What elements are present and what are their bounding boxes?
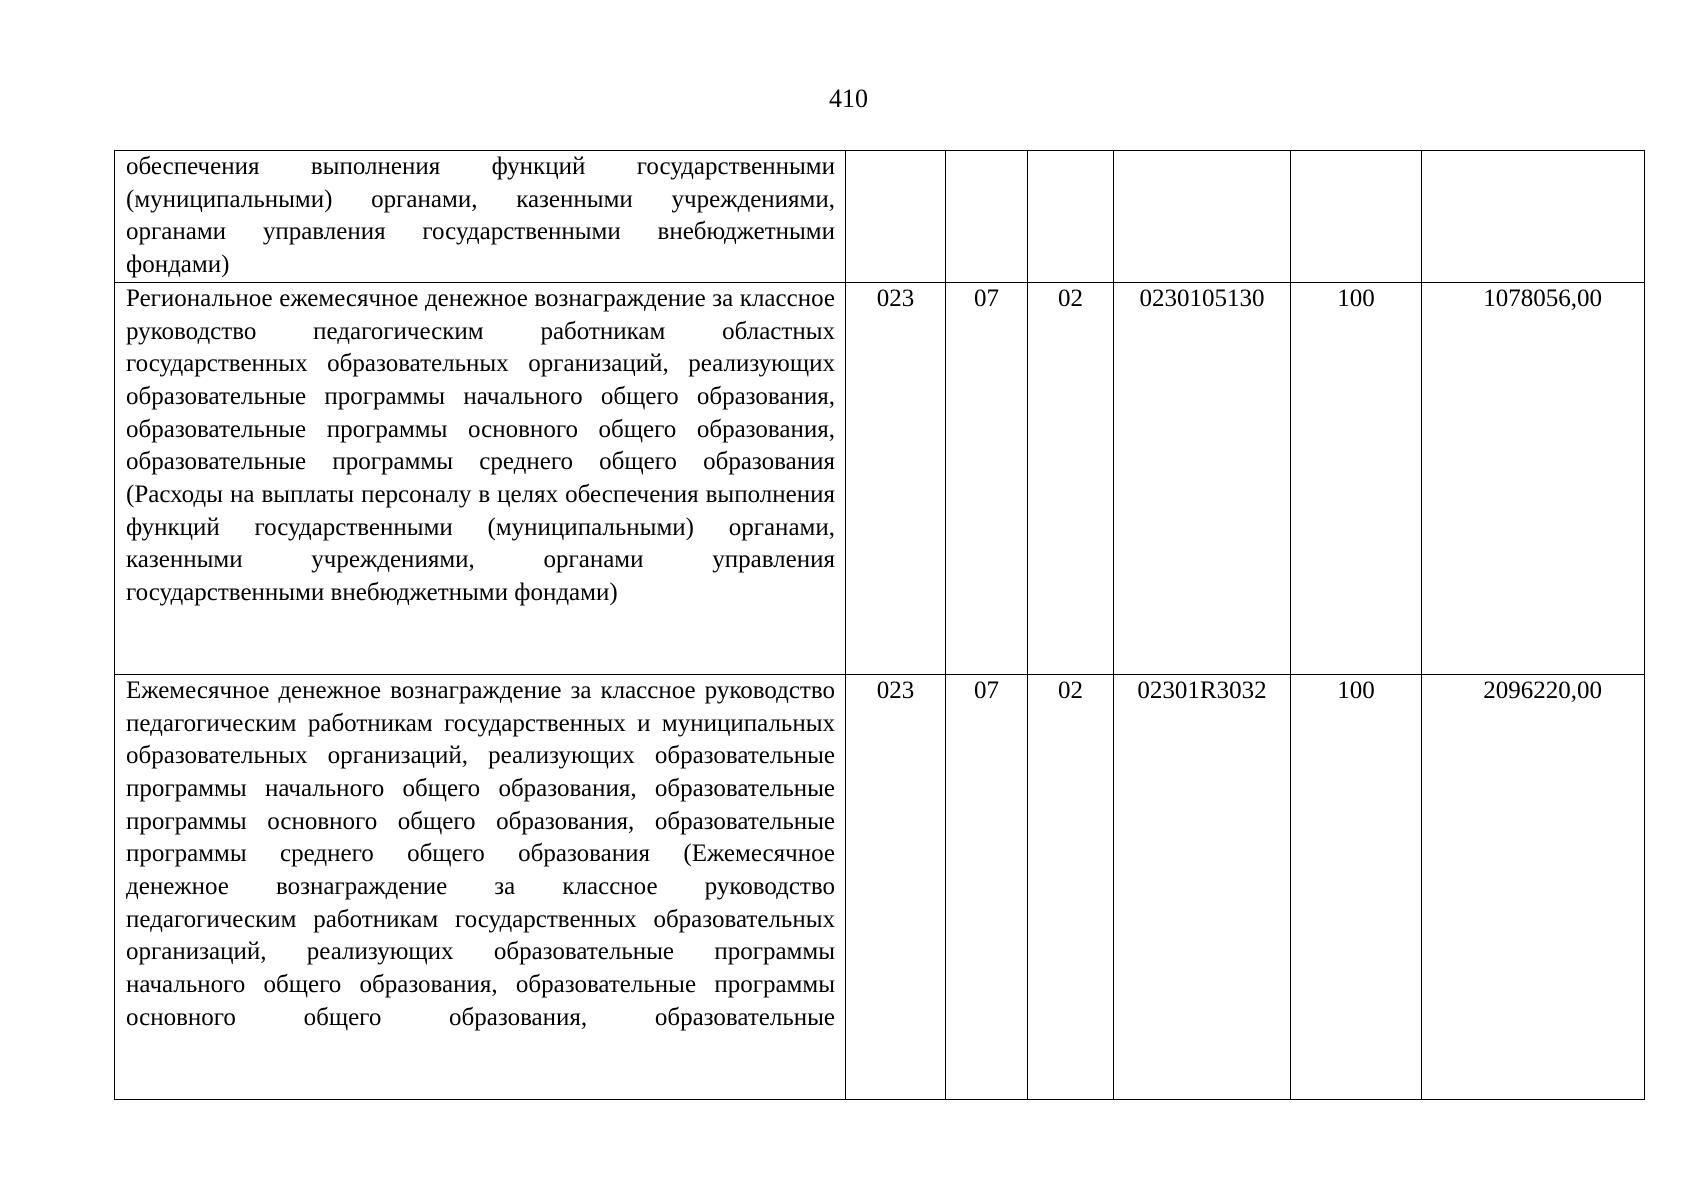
- target-article-cell: 02301R3032: [1114, 674, 1291, 1099]
- subsection-code-cell: [1028, 151, 1114, 283]
- amount-cell: 1078056,00: [1422, 282, 1645, 674]
- ministry-code-cell: [846, 151, 946, 283]
- amount-cell: [1422, 151, 1645, 283]
- target-article-cell: 0230105130: [1114, 282, 1291, 674]
- section-code-cell: 07: [946, 282, 1028, 674]
- row-description: Региональное ежемесячное денежное вознаграждение за классное руководство педагогическим работникам областных государственных образовательных организаций, реализующих образовательные программы начального общего образования, образовательные программы основного общего образования, образовательные программы среднего общего образования (Расходы на выплаты персоналу в целях обеспечения выполнения функций государственными (муниципальными) органами, казенными учреждениями, органами управления государственными внебюджетными фондами): [126, 284, 835, 607]
- row-description-cell: [115, 282, 846, 674]
- row-description-cell: [115, 151, 846, 283]
- budget-table: [114, 150, 1645, 1100]
- row-description: обеспечения выполнения функций государственными (муниципальными) органами, казенными учреждениями, органами управления государственными внебюджетными фондами): [126, 153, 835, 279]
- table-row: [115, 282, 1645, 674]
- table-row: [115, 151, 1645, 283]
- ministry-code-cell: 023: [846, 282, 946, 674]
- expense-type-cell: 100: [1291, 674, 1422, 1099]
- target-article-cell: [1114, 151, 1291, 283]
- expense-type-cell: [1291, 151, 1422, 283]
- expense-type-cell: 100: [1291, 282, 1422, 674]
- page-number: 410: [829, 84, 868, 113]
- table-row: [115, 674, 1645, 1099]
- subsection-code-cell: 02: [1028, 282, 1114, 674]
- ministry-code-cell: 023: [846, 674, 946, 1099]
- section-code-cell: [946, 151, 1028, 283]
- amount-cell: 2096220,00: [1422, 674, 1645, 1099]
- row-description-cell: [115, 674, 846, 1099]
- subsection-code-cell: 02: [1028, 674, 1114, 1099]
- row-description: Ежемесячное денежное вознаграждение за классное руководство педагогическим работникам государственных и муниципальных образовательных организаций, реализующих образовательные программы начального общего образования, образовательные программы основного общего образования, образовательные программы среднего общего образования (Ежемесячное денежное вознаграждение за классное руководство педагогическим работникам государственных образовательных организаций, реализующих образовательные программы начального общего образования, образовательные программы основного общего образования, образовательные: [126, 676, 835, 1031]
- section-code-cell: 07: [946, 674, 1028, 1099]
